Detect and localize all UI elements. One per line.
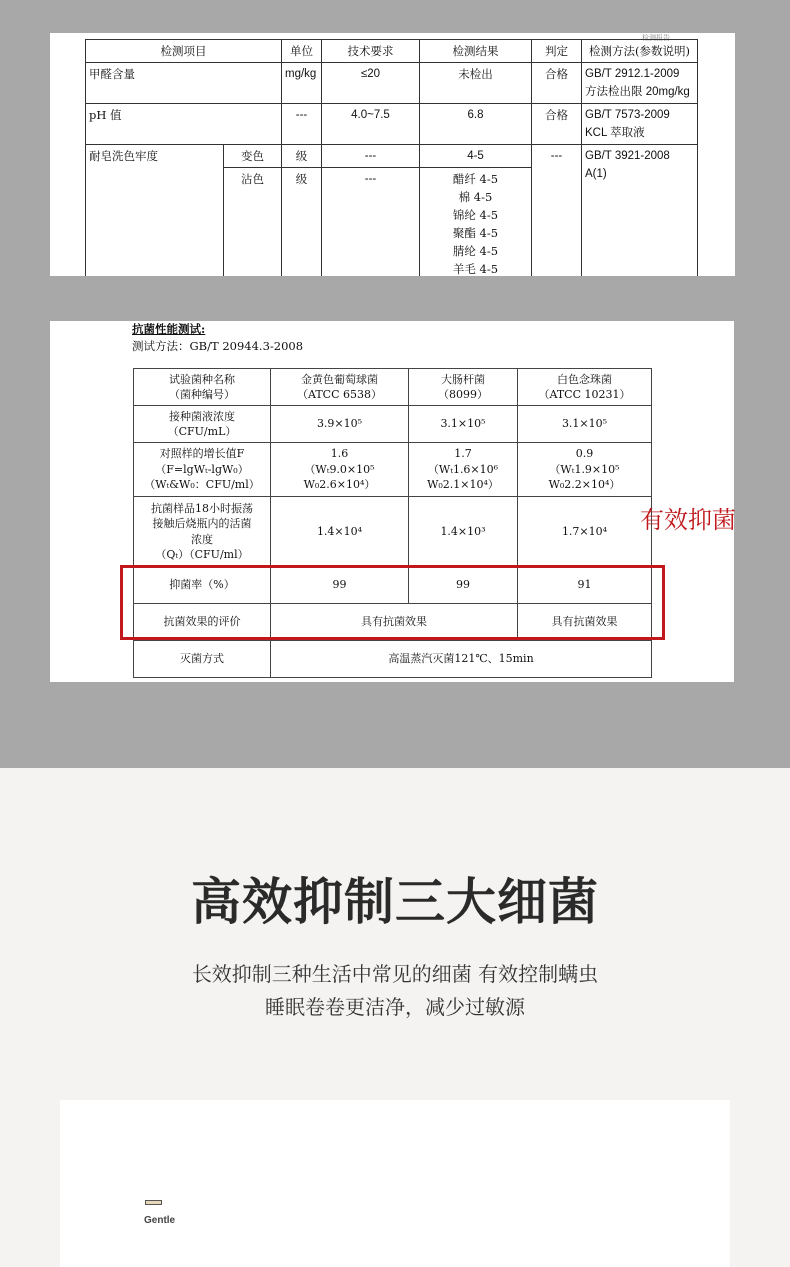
- cell-subitem: 变色: [224, 145, 282, 168]
- headline: 高效抑制三大细菌: [191, 873, 599, 931]
- report-title: 抗菌性能测试:: [132, 322, 206, 336]
- cell-value: 1.7×10⁴: [518, 497, 652, 567]
- table-row-formaldehyde: [86, 63, 698, 104]
- cell-requirement: ---: [322, 145, 420, 168]
- cell-line: （Wₜ9.0×10⁵: [304, 462, 375, 476]
- cell-item: pH 值: [86, 104, 282, 145]
- stain-result: 腈纶 4-5: [452, 244, 499, 258]
- cell-value: 具有抗菌效果: [271, 604, 518, 641]
- cell-line: W₀2.1×10⁴）: [427, 478, 499, 492]
- label-line: 试验菌种名称: [169, 372, 235, 386]
- cell-item: 甲醛含量: [86, 63, 282, 104]
- header-judgement: 判定: [532, 40, 582, 63]
- cell-unit: 级: [282, 145, 322, 168]
- test-results-table: [85, 39, 698, 276]
- cell-value: 具有抗菌效果: [518, 604, 652, 641]
- cell-judgement: 合格: [532, 104, 582, 145]
- row-label: [134, 443, 271, 497]
- row-label: [134, 406, 271, 443]
- table-row-concentration: [134, 406, 652, 443]
- cell-line: （ATCC 10231）: [538, 388, 631, 401]
- cell-value: [518, 443, 652, 497]
- cell-value: 91: [518, 567, 652, 604]
- cell-judgement: 合格: [532, 63, 582, 104]
- label-line: （CFU/mL）: [167, 425, 237, 438]
- table-row-ph: [86, 104, 698, 145]
- stain-result: 羊毛 4-5: [452, 262, 499, 276]
- cell-value: 高温蒸汽灭菌121℃、15min: [271, 641, 652, 678]
- cell-judgement: ---: [532, 145, 582, 277]
- subtitle-line-1: 长效抑制三种生活中常见的细菌 有效控制螨虫: [191, 962, 599, 986]
- method-line: GB/T 7573-2009: [585, 109, 670, 121]
- report-stamp: 检测报告: [642, 34, 670, 42]
- card-label: Gentle: [144, 1215, 176, 1226]
- cell-method: [582, 104, 698, 145]
- header-result: 检测结果: [420, 40, 532, 63]
- cell-unit: mg/kg: [282, 63, 322, 104]
- cell-value: [409, 443, 518, 497]
- cell-candida: [518, 369, 652, 406]
- method-line: GB/T 2912.1-2009: [585, 68, 680, 80]
- table-row-soap-colorchange: [86, 145, 698, 168]
- header-requirement: 技术要求: [322, 40, 420, 63]
- cell-line: W₀2.2×10⁴）: [548, 478, 621, 492]
- stain-result: 棉 4-5: [458, 190, 493, 204]
- stain-result: 聚酯 4-5: [452, 226, 499, 240]
- cell-value: 1.4×10⁴: [271, 497, 409, 567]
- cell-requirement: ≤20: [322, 63, 420, 104]
- cell-value: 3.9×10⁵: [271, 406, 409, 443]
- method-line: 方法检出限 20mg/kg: [585, 86, 690, 98]
- cell-result: 4-5: [420, 145, 532, 168]
- cell-value: 99: [409, 567, 518, 604]
- label-line: 抗菌样品18小时振荡: [151, 501, 253, 515]
- cell-value: 1.4×10³: [409, 497, 518, 567]
- method-line: GB/T 3921-2008: [585, 150, 670, 162]
- cell-line: （8099）: [438, 388, 488, 401]
- cell-value: [271, 443, 409, 497]
- cell-value: 3.1×10⁵: [518, 406, 652, 443]
- cell-line: 白色念珠菌: [557, 372, 612, 386]
- label-line: （F=lgWₜ-lgW₀）: [155, 462, 249, 476]
- row-label: [134, 497, 271, 567]
- cell-result: 未检出: [420, 63, 532, 104]
- stain-result: 醋纤 4-5: [452, 172, 499, 186]
- table-row-sterilization: [134, 641, 652, 678]
- cell-value: 3.1×10⁵: [409, 406, 518, 443]
- cell-line: 1.6: [330, 447, 349, 461]
- table-header-row: [86, 40, 698, 63]
- cell-stain-results: [420, 168, 532, 277]
- cell-line: 0.9: [575, 447, 594, 461]
- feature-card: [60, 1100, 730, 1267]
- cell-unit: ---: [282, 104, 322, 145]
- cell-line: （Wₜ1.9×10⁵: [549, 462, 620, 476]
- label-line: 对照样的增长值F: [159, 447, 245, 461]
- cell-subitem: 沾色: [224, 168, 282, 277]
- cell-staph: [271, 369, 409, 406]
- report-method: 测试方法：GB/T 20944.3-2008: [132, 339, 304, 353]
- cell-method: [582, 63, 698, 104]
- row-label: 抗菌效果的评价: [134, 604, 271, 641]
- cell-requirement: 4.0~7.5: [322, 104, 420, 145]
- label-line: 接种菌液浓度: [169, 409, 235, 423]
- row-label: 灭菌方式: [134, 641, 271, 678]
- cell-line: （Wₜ1.6×10⁶: [427, 462, 499, 476]
- label-line: 接触后烧瓶内的活菌: [152, 517, 252, 530]
- table-row-sample: [134, 497, 652, 567]
- label-line: （Qₜ）（CFU/ml）: [155, 548, 249, 561]
- cell-result: 6.8: [420, 104, 532, 145]
- cell-line: 大肠杆菌: [441, 372, 485, 386]
- label-line: 浓度: [191, 532, 213, 546]
- table-row-growth: [134, 443, 652, 497]
- row-label: [134, 369, 271, 406]
- table-row-species: [134, 369, 652, 406]
- row-label: 抑菌率（%）: [134, 567, 271, 604]
- stain-result: 锦纶 4-5: [452, 208, 499, 222]
- tag-icon: [145, 1200, 162, 1205]
- cell-item: 耐皂洗色牢度: [86, 145, 224, 277]
- label-line: （菌种编号）: [169, 388, 235, 401]
- cell-line: 金黄色葡萄球菌: [301, 372, 378, 386]
- method-line: A(1): [585, 168, 607, 180]
- header-item: 检测项目: [86, 40, 282, 63]
- cell-requirement: ---: [322, 168, 420, 277]
- method-line: KCL 萃取液: [585, 127, 645, 139]
- label-line: （Wₜ&W₀：CFU/ml）: [144, 478, 260, 492]
- cell-value: 99: [271, 567, 409, 604]
- cell-line: （ATCC 6538）: [296, 388, 382, 401]
- cell-ecoli: [409, 369, 518, 406]
- cell-line: 1.7: [454, 447, 472, 461]
- header-method: 检测方法(参数说明): [582, 40, 698, 63]
- test-report-1: [50, 33, 735, 276]
- header-unit: 单位: [282, 40, 322, 63]
- cell-method: [582, 145, 698, 277]
- annotation-label: 有效抑菌: [640, 506, 736, 534]
- subtitle-line-2: 睡眠卷卷更洁净，减少过敏源: [265, 995, 525, 1019]
- cell-line: W₀2.6×10⁴）: [303, 478, 376, 492]
- highlight-box: [120, 565, 665, 640]
- cell-unit: 级: [282, 168, 322, 277]
